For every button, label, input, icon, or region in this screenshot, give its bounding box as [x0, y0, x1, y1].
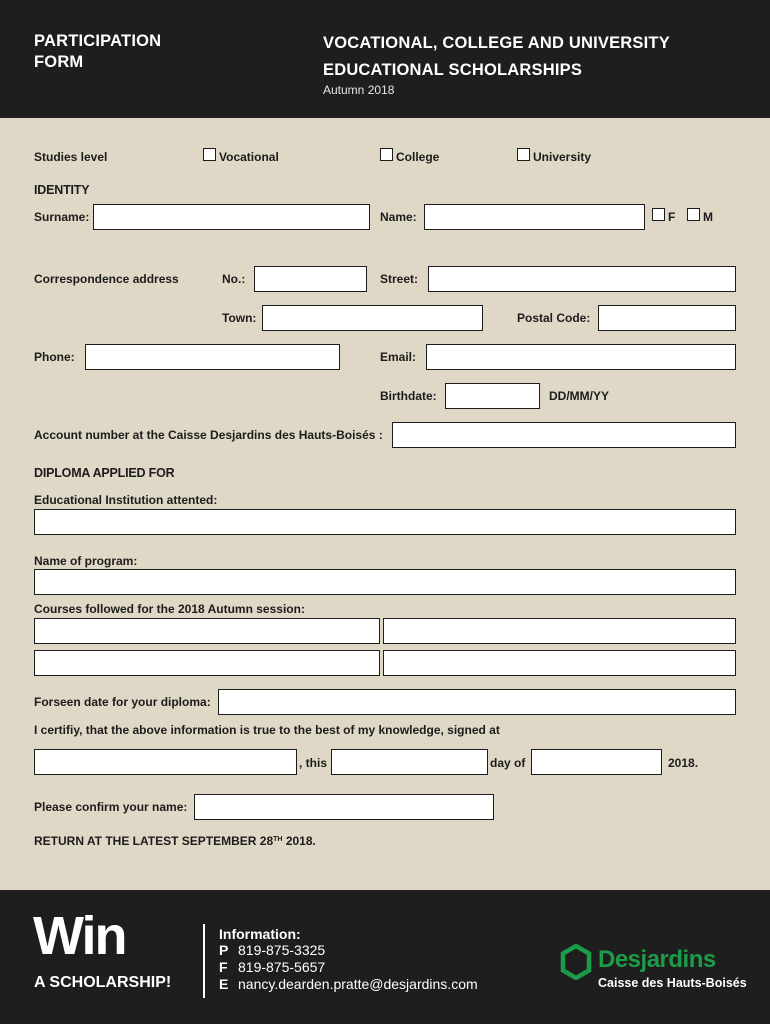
signed-at-input[interactable] — [34, 749, 297, 775]
street-label: Street: — [380, 272, 419, 286]
scholarship-title-line1: VOCATIONAL, COLLEGE AND UNIVERSITY — [323, 34, 670, 52]
gender-m-checkbox[interactable] — [687, 208, 700, 221]
confirm-name-label: Please confirm your name: — [34, 800, 188, 814]
caisse-name: Caisse des Hauts-Boisés — [598, 976, 747, 990]
info-fax — [219, 959, 325, 975]
confirm-name-input[interactable] — [194, 794, 494, 820]
courses-label: Courses followed for the 2018 Autumn session: — [34, 602, 305, 616]
institution-input[interactable] — [34, 509, 736, 535]
info-email — [219, 976, 478, 992]
day-of-label: day of — [490, 756, 526, 770]
page-header — [0, 0, 770, 118]
form-title-line1: PARTICIPATION — [34, 32, 162, 50]
email-label: Email: — [380, 350, 417, 364]
program-label: Name of program: — [34, 554, 138, 568]
identity-section-title: IDENTITY — [34, 183, 90, 197]
course-input-4[interactable] — [383, 650, 736, 676]
phone-label: Phone: — [34, 350, 75, 364]
name-input[interactable] — [424, 204, 645, 230]
season-label: Autumn 2018 — [323, 83, 395, 97]
surname-input[interactable] — [93, 204, 370, 230]
day-input[interactable] — [331, 749, 488, 775]
scholarship-title — [323, 30, 670, 84]
return-deadline-text: RETURN AT THE LATEST SEPTEMBER 28 — [34, 834, 274, 848]
gender-f-checkbox[interactable] — [652, 208, 665, 221]
address-no-label: No.: — [222, 272, 246, 286]
address-label: Correspondence address — [34, 272, 179, 286]
info-fax-value: 819-875-5657 — [238, 959, 326, 975]
course-input-1[interactable] — [34, 618, 380, 644]
college-checkbox[interactable] — [380, 148, 393, 161]
footer-divider — [203, 924, 205, 998]
email-input[interactable] — [426, 344, 736, 370]
scholarship-tagline: A SCHOLARSHIP! — [34, 974, 172, 991]
return-deadline-suffix: TH — [273, 836, 283, 843]
form-title-line2: FORM — [34, 53, 84, 71]
info-email-value[interactable]: nancy.dearden.pratte@desjardins.com — [238, 976, 478, 992]
postal-code-label: Postal Code: — [517, 311, 591, 325]
win-headline: Win — [33, 906, 126, 966]
diploma-section-title: DIPLOMA APPLIED FOR — [34, 466, 175, 480]
birthdate-input[interactable] — [445, 383, 540, 409]
program-input[interactable] — [34, 569, 736, 595]
postal-code-input[interactable] — [598, 305, 736, 331]
university-checkbox[interactable] — [517, 148, 530, 161]
return-deadline — [34, 834, 316, 848]
course-input-2[interactable] — [383, 618, 736, 644]
surname-label: Surname: — [34, 210, 90, 224]
certify-text: I certifiy, that the above information is true to the best of my knowledge, signed at — [34, 723, 500, 737]
return-deadline-year: 2018. — [282, 834, 316, 848]
birthdate-label: Birthdate: — [380, 389, 437, 403]
street-input[interactable] — [428, 266, 736, 292]
info-phone — [219, 942, 325, 958]
form-title — [34, 31, 161, 73]
forseen-date-input[interactable] — [218, 689, 736, 715]
this-label: , this — [299, 756, 328, 770]
info-fax-letter: F — [219, 959, 228, 975]
name-label: Name: — [380, 210, 417, 224]
account-number-input[interactable] — [392, 422, 736, 448]
town-label: Town: — [222, 311, 257, 325]
vocational-checkbox[interactable] — [203, 148, 216, 161]
year-label: 2018. — [668, 756, 699, 770]
page-footer — [0, 890, 770, 1024]
scholarship-title-line2: EDUCATIONAL SCHOLARSHIPS — [323, 61, 583, 79]
gender-m-label: M — [703, 210, 713, 224]
month-input[interactable] — [531, 749, 662, 775]
info-title: Information: — [219, 926, 301, 942]
account-number-label: Account number at the Caisse Desjardins des Hauts-Boisés : — [34, 428, 383, 442]
desjardins-logo-text: Desjardins — [598, 946, 716, 973]
desjardins-hexagon-icon — [560, 944, 592, 980]
info-phone-value: 819-875-3325 — [238, 942, 326, 958]
university-label: University — [533, 150, 592, 164]
form-body — [0, 118, 770, 890]
forseen-date-label: Forseen date for your diploma: — [34, 695, 211, 709]
info-phone-letter: P — [219, 942, 229, 958]
vocational-label: Vocational — [219, 150, 279, 164]
institution-label: Educational Institution attented: — [34, 493, 218, 507]
address-no-input[interactable] — [254, 266, 367, 292]
phone-input[interactable] — [85, 344, 340, 370]
studies-level-label: Studies level — [34, 150, 108, 164]
course-input-3[interactable] — [34, 650, 380, 676]
birthdate-format: DD/MM/YY — [549, 389, 609, 403]
town-input[interactable] — [262, 305, 483, 331]
info-email-letter: E — [219, 976, 229, 992]
gender-f-label: F — [668, 210, 676, 224]
college-label: College — [396, 150, 440, 164]
